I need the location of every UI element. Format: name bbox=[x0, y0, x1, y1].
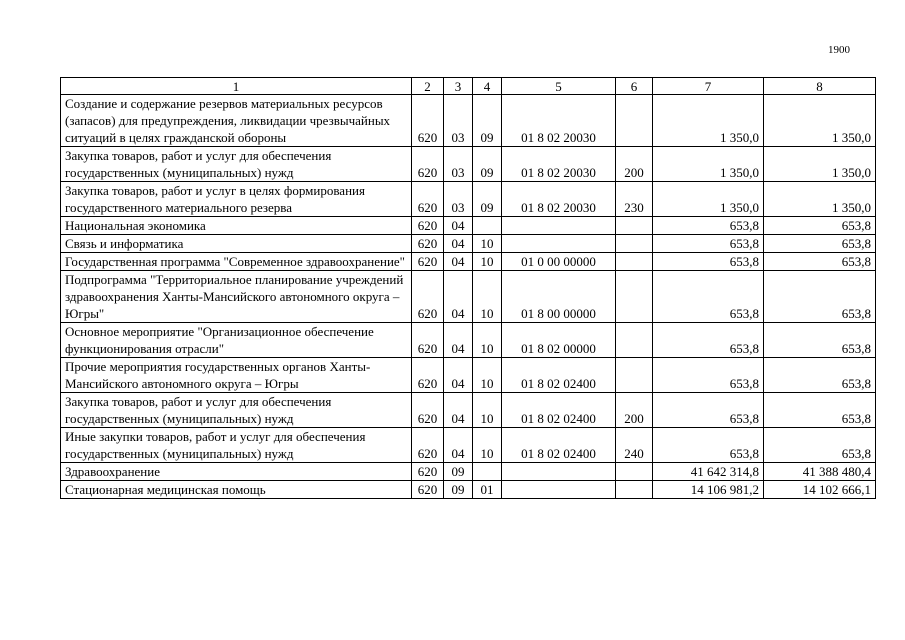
section-cell: 04 bbox=[444, 428, 473, 463]
amount-col8-cell: 41 388 480,4 bbox=[764, 463, 876, 481]
column-header: 8 bbox=[764, 78, 876, 95]
code-cell: 620 bbox=[412, 463, 444, 481]
subsection-cell: 01 bbox=[473, 481, 502, 499]
code-cell: 620 bbox=[412, 95, 444, 147]
section-cell: 09 bbox=[444, 463, 473, 481]
expense-type-cell bbox=[616, 358, 653, 393]
amount-col8-cell: 1 350,0 bbox=[764, 147, 876, 182]
item-name-cell: Иные закупки товаров, работ и услуг для обеспечения государственных (муниципальных) нужд bbox=[61, 428, 412, 463]
expense-type-cell: 200 bbox=[616, 393, 653, 428]
subsection-cell bbox=[473, 217, 502, 235]
column-header: 6 bbox=[616, 78, 653, 95]
column-header: 3 bbox=[444, 78, 473, 95]
amount-col8-cell: 653,8 bbox=[764, 428, 876, 463]
table-row bbox=[61, 393, 876, 428]
amount-col7-cell: 653,8 bbox=[653, 323, 764, 358]
subsection-cell: 10 bbox=[473, 428, 502, 463]
section-cell: 04 bbox=[444, 217, 473, 235]
code-cell: 620 bbox=[412, 253, 444, 271]
section-cell: 04 bbox=[444, 253, 473, 271]
amount-col7-cell: 653,8 bbox=[653, 217, 764, 235]
subsection-cell: 09 bbox=[473, 95, 502, 147]
column-header: 1 bbox=[61, 78, 412, 95]
subsection-cell: 10 bbox=[473, 323, 502, 358]
item-name-cell: Государственная программа "Современное здравоохранение" bbox=[61, 253, 412, 271]
amount-col7-cell: 653,8 bbox=[653, 253, 764, 271]
amount-col8-cell: 653,8 bbox=[764, 235, 876, 253]
table-row bbox=[61, 463, 876, 481]
code-cell: 620 bbox=[412, 481, 444, 499]
table-row bbox=[61, 253, 876, 271]
target-article-cell bbox=[502, 217, 616, 235]
subsection-cell: 09 bbox=[473, 182, 502, 217]
target-article-cell bbox=[502, 463, 616, 481]
code-cell: 620 bbox=[412, 217, 444, 235]
table-row bbox=[61, 428, 876, 463]
amount-col8-cell: 1 350,0 bbox=[764, 182, 876, 217]
code-cell: 620 bbox=[412, 235, 444, 253]
section-cell: 09 bbox=[444, 481, 473, 499]
amount-col8-cell: 1 350,0 bbox=[764, 95, 876, 147]
item-name-cell: Прочие мероприятия государственных органов Ханты-Мансийского автономного округа – Югры bbox=[61, 358, 412, 393]
expense-type-cell: 200 bbox=[616, 147, 653, 182]
code-cell: 620 bbox=[412, 428, 444, 463]
code-cell: 620 bbox=[412, 323, 444, 358]
subsection-cell bbox=[473, 463, 502, 481]
page-number: 1900 bbox=[828, 44, 850, 56]
section-cell: 04 bbox=[444, 271, 473, 323]
section-cell: 04 bbox=[444, 323, 473, 358]
target-article-cell bbox=[502, 235, 616, 253]
amount-col8-cell: 653,8 bbox=[764, 253, 876, 271]
code-cell: 620 bbox=[412, 358, 444, 393]
target-article-cell: 01 0 00 00000 bbox=[502, 253, 616, 271]
table-row bbox=[61, 235, 876, 253]
amount-col7-cell: 41 642 314,8 bbox=[653, 463, 764, 481]
amount-col7-cell: 1 350,0 bbox=[653, 182, 764, 217]
expense-type-cell bbox=[616, 271, 653, 323]
target-article-cell: 01 8 00 00000 bbox=[502, 271, 616, 323]
subsection-cell: 10 bbox=[473, 271, 502, 323]
amount-col7-cell: 1 350,0 bbox=[653, 147, 764, 182]
expense-type-cell bbox=[616, 463, 653, 481]
subsection-cell: 10 bbox=[473, 235, 502, 253]
amount-col8-cell: 653,8 bbox=[764, 358, 876, 393]
section-cell: 04 bbox=[444, 393, 473, 428]
column-header: 4 bbox=[473, 78, 502, 95]
item-name-cell: Основное мероприятие "Организационное обеспечение функционирования отрасли" bbox=[61, 323, 412, 358]
amount-col7-cell: 653,8 bbox=[653, 393, 764, 428]
item-name-cell: Связь и информатика bbox=[61, 235, 412, 253]
table-row bbox=[61, 95, 876, 147]
item-name-cell: Национальная экономика bbox=[61, 217, 412, 235]
column-header: 2 bbox=[412, 78, 444, 95]
section-cell: 03 bbox=[444, 147, 473, 182]
target-article-cell: 01 8 02 00000 bbox=[502, 323, 616, 358]
amount-col7-cell: 653,8 bbox=[653, 428, 764, 463]
target-article-cell: 01 8 02 02400 bbox=[502, 428, 616, 463]
target-article-cell bbox=[502, 481, 616, 499]
table-row bbox=[61, 323, 876, 358]
item-name-cell: Подпрограмма "Территориальное планирование учреждений здравоохранения Ханты-Мансийского автономного округа – Югры" bbox=[61, 271, 412, 323]
item-name-cell: Закупка товаров, работ и услуг в целях формирования государственного материального резерва bbox=[61, 182, 412, 217]
table-row bbox=[61, 182, 876, 217]
table-row bbox=[61, 358, 876, 393]
table-row bbox=[61, 217, 876, 235]
table-row bbox=[61, 481, 876, 499]
target-article-cell: 01 8 02 02400 bbox=[502, 358, 616, 393]
item-name-cell: Здравоохранение bbox=[61, 463, 412, 481]
amount-col7-cell: 653,8 bbox=[653, 271, 764, 323]
section-cell: 03 bbox=[444, 95, 473, 147]
code-cell: 620 bbox=[412, 147, 444, 182]
header-row bbox=[61, 78, 876, 95]
amount-col8-cell: 653,8 bbox=[764, 217, 876, 235]
target-article-cell: 01 8 02 20030 bbox=[502, 95, 616, 147]
item-name-cell: Создание и содержание резервов материальных ресурсов (запасов) для предупреждения, ликвидации чрезвычайных ситуаций в целях гражданской обороны bbox=[61, 95, 412, 147]
item-name-cell: Закупка товаров, работ и услуг для обеспечения государственных (муниципальных) нужд bbox=[61, 393, 412, 428]
amount-col7-cell: 653,8 bbox=[653, 235, 764, 253]
section-cell: 04 bbox=[444, 358, 473, 393]
amount-col8-cell: 653,8 bbox=[764, 271, 876, 323]
subsection-cell: 10 bbox=[473, 393, 502, 428]
amount-col7-cell: 1 350,0 bbox=[653, 95, 764, 147]
budget-table bbox=[60, 77, 876, 499]
table-row bbox=[61, 271, 876, 323]
item-name-cell: Стационарная медицинская помощь bbox=[61, 481, 412, 499]
code-cell: 620 bbox=[412, 271, 444, 323]
expense-type-cell bbox=[616, 95, 653, 147]
subsection-cell: 10 bbox=[473, 358, 502, 393]
section-cell: 04 bbox=[444, 235, 473, 253]
section-cell: 03 bbox=[444, 182, 473, 217]
code-cell: 620 bbox=[412, 182, 444, 217]
expense-type-cell bbox=[616, 253, 653, 271]
table-body bbox=[61, 95, 876, 499]
amount-col7-cell: 653,8 bbox=[653, 358, 764, 393]
code-cell: 620 bbox=[412, 393, 444, 428]
amount-col8-cell: 14 102 666,1 bbox=[764, 481, 876, 499]
target-article-cell: 01 8 02 02400 bbox=[502, 393, 616, 428]
column-header: 7 bbox=[653, 78, 764, 95]
column-header: 5 bbox=[502, 78, 616, 95]
expense-type-cell: 230 bbox=[616, 182, 653, 217]
expense-type-cell bbox=[616, 217, 653, 235]
table-row bbox=[61, 147, 876, 182]
expense-type-cell: 240 bbox=[616, 428, 653, 463]
target-article-cell: 01 8 02 20030 bbox=[502, 147, 616, 182]
item-name-cell: Закупка товаров, работ и услуг для обеспечения государственных (муниципальных) нужд bbox=[61, 147, 412, 182]
amount-col7-cell: 14 106 981,2 bbox=[653, 481, 764, 499]
subsection-cell: 10 bbox=[473, 253, 502, 271]
target-article-cell: 01 8 02 20030 bbox=[502, 182, 616, 217]
amount-col8-cell: 653,8 bbox=[764, 323, 876, 358]
expense-type-cell bbox=[616, 481, 653, 499]
subsection-cell: 09 bbox=[473, 147, 502, 182]
expense-type-cell bbox=[616, 235, 653, 253]
amount-col8-cell: 653,8 bbox=[764, 393, 876, 428]
expense-type-cell bbox=[616, 323, 653, 358]
